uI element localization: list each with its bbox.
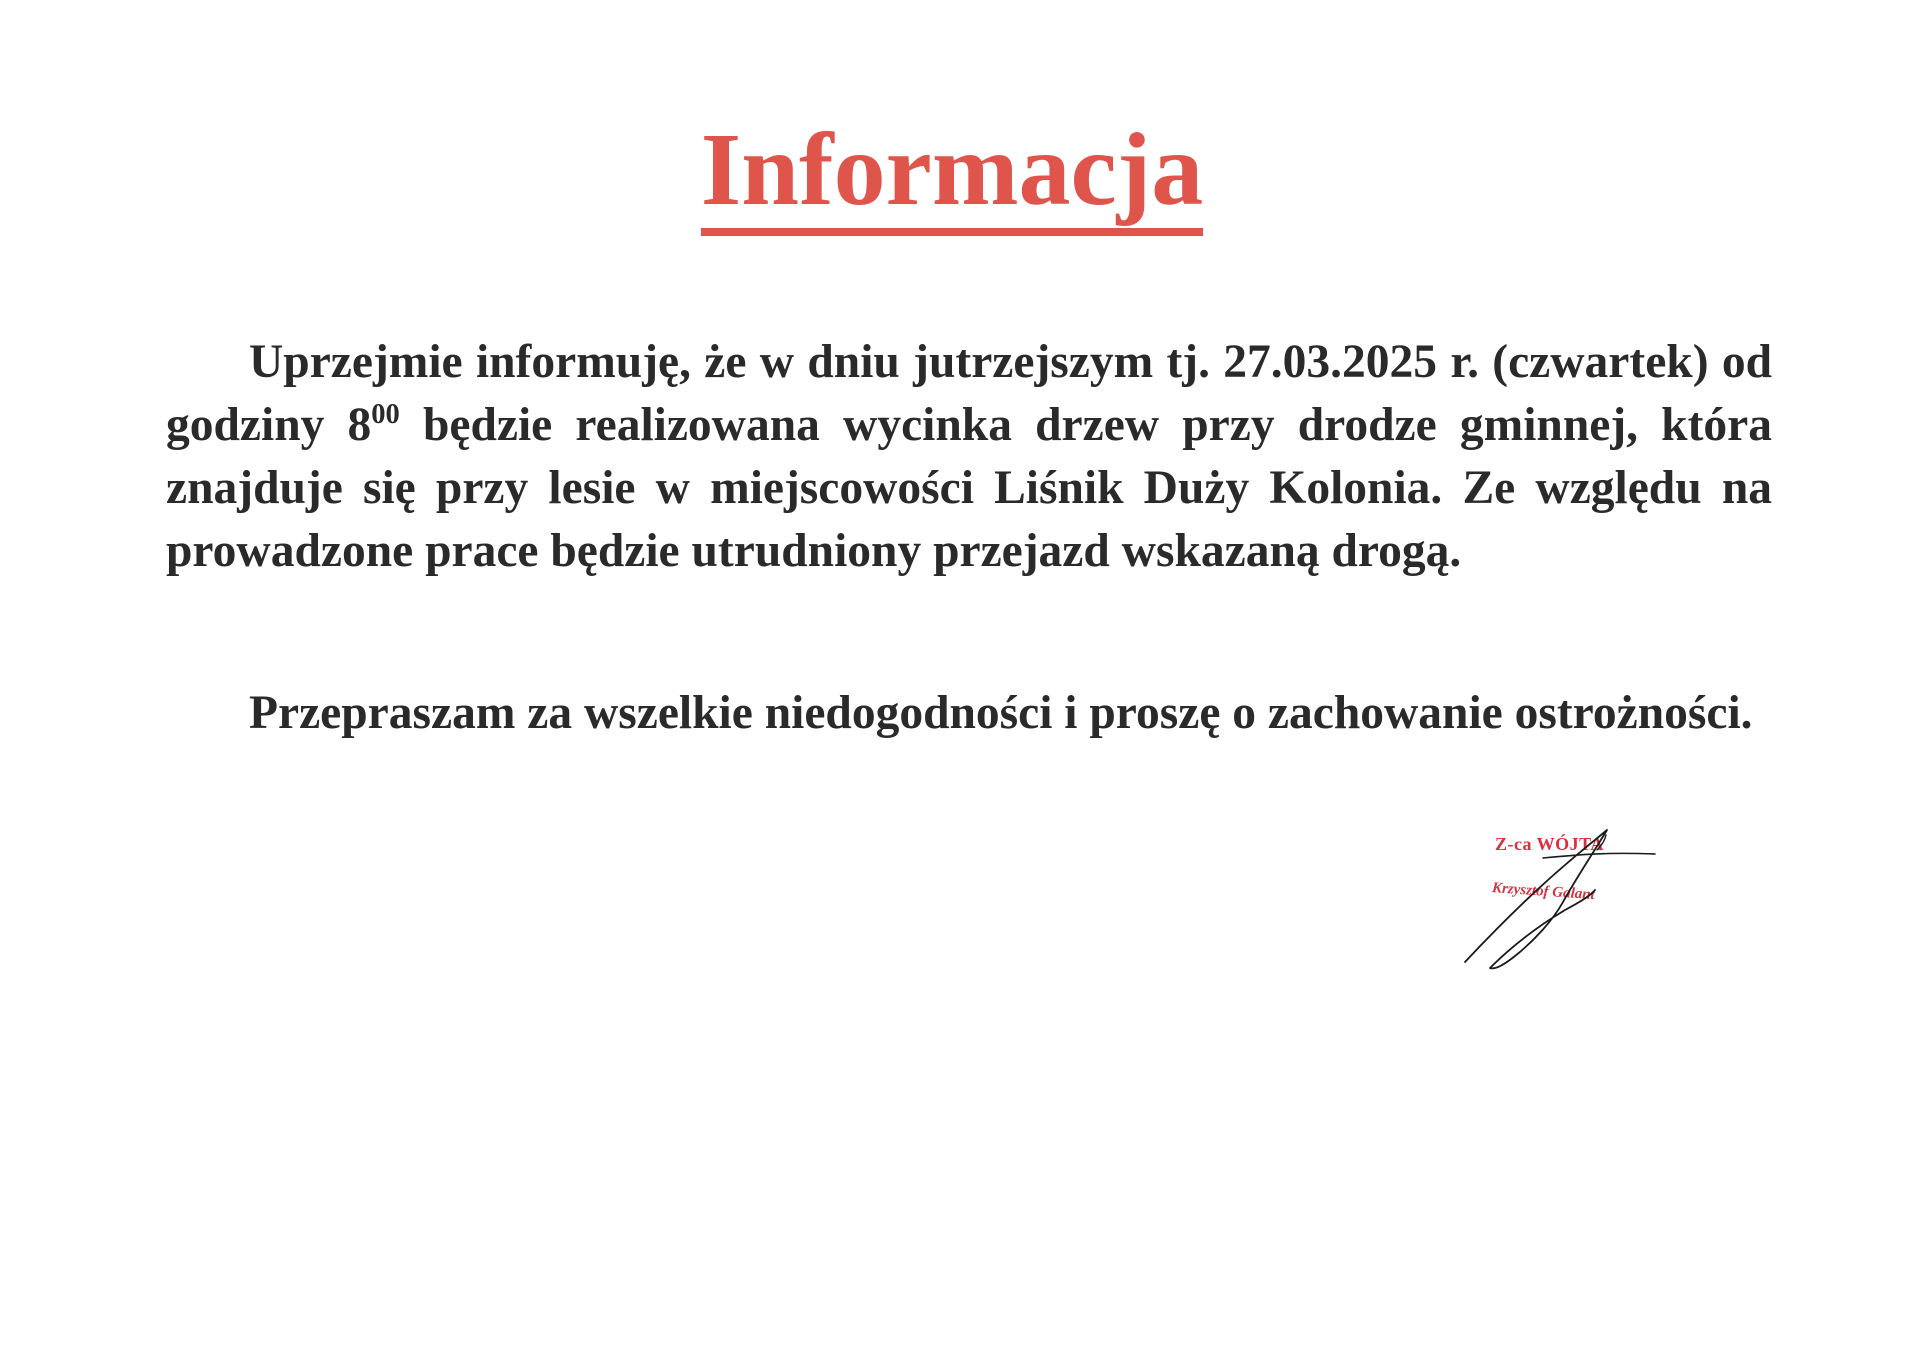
document-title — [0, 112, 1920, 236]
document-title-text: Informacja — [701, 118, 1204, 236]
stamp-name: Krzysztof Galant — [1491, 880, 1596, 904]
paragraph-announcement-text-end: będzie realizowana wycinka drzew przy drodze gminnej, która znajduje się przy lesie w miejscowości Liśnik Duży Kolonia. Ze względu na prowadzone prace będzie utrudniony przejazd wskazaną drogą. — [166, 399, 1772, 577]
handwritten-signature-icon — [1455, 810, 1705, 990]
time-superscript: 00 — [371, 399, 400, 431]
stamp-title: Z-ca WÓJTA — [1495, 834, 1604, 854]
paragraph-apology: Przepraszam za wszelkie niedogodności i proszę o zachowanie ostrożności. — [249, 687, 1753, 739]
paragraph-announcement-text-start: Uprzejmie informuję, że w dniu jutrzejszym tj. 27.03.2025 r. (czwartek) od godziny 8 — [166, 336, 1772, 451]
signature-stamp — [1455, 810, 1705, 990]
paragraph-announcement — [166, 331, 1772, 583]
